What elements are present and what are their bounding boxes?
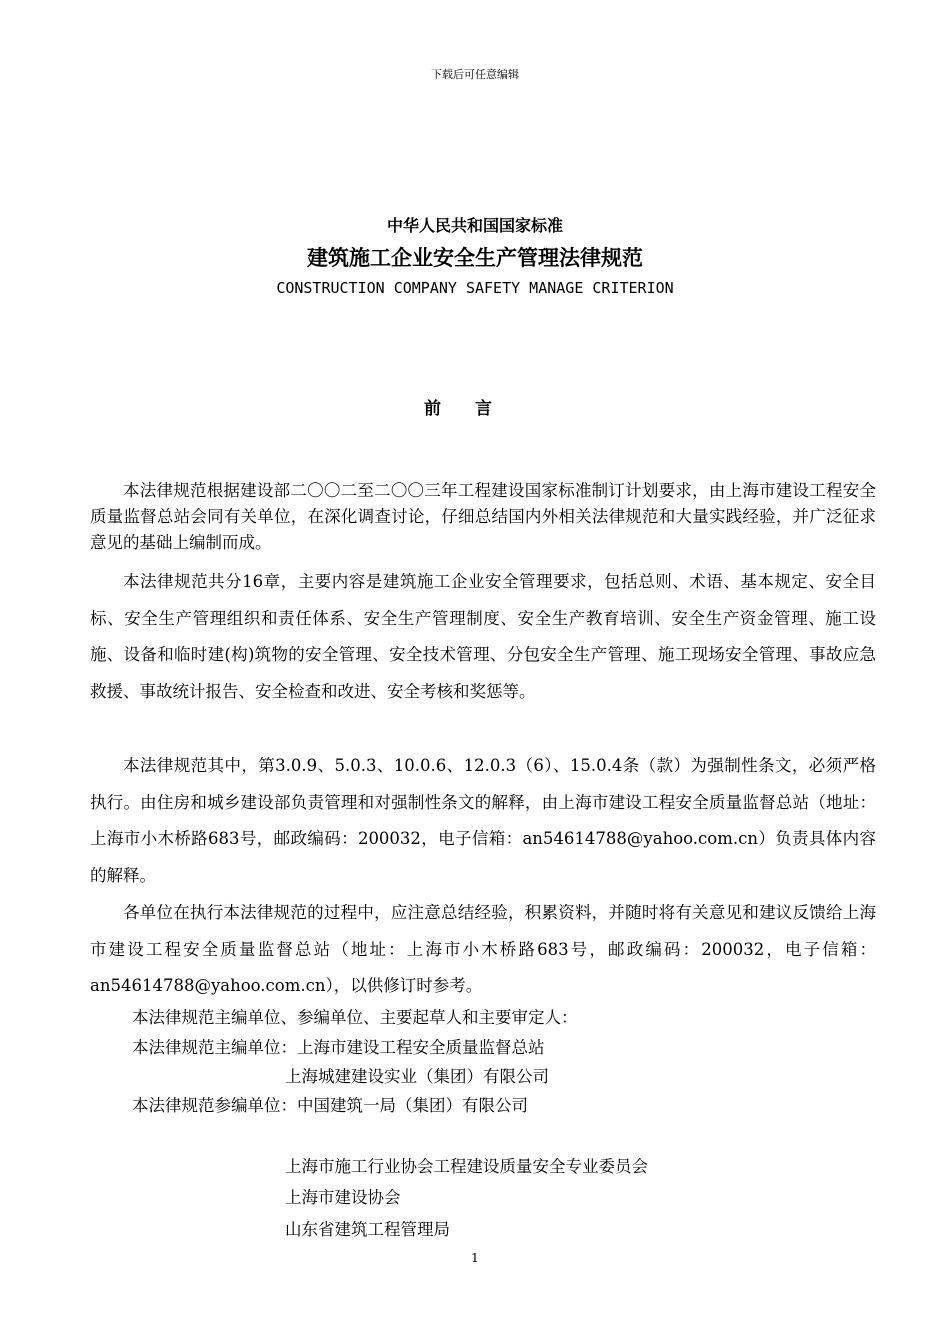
participating-unit-3: 上海市建设协会 (285, 1188, 401, 1207)
english-title: CONSTRUCTION COMPANY SAFETY MANAGE CRITERION (276, 279, 674, 297)
chief-unit-2: 上海城建建设实业（集团）有限公司 (285, 1067, 549, 1086)
units-intro: 本法律规范主编单位、参编单位、主要起草人和主要审定人： (132, 1008, 578, 1027)
page-number: 1 (471, 1251, 479, 1265)
participating-unit-4: 山东省建筑工程管理局 (285, 1220, 450, 1239)
participating-unit-2: 上海市施工行业协会工程建设质量安全专业委员会 (285, 1157, 648, 1176)
paragraph-4: 各单位在执行本法律规范的过程中，应注意总结经验，积累资料，并随时将有关意见和建议反馈给上海市建设工程安全质量监督总站（地址：上海市小木桥路683号，邮政编码：200032，电子信箱：an54614788@yahoo.com.cn），以供修订时参考。 (90, 903, 876, 995)
paragraph-1: 本法律规范根据建设部二〇〇二至二〇〇三年工程建设国家标准制订计划要求，由上海市建设工程安全质量监督总站会同有关单位，在深化调查讨论，仔细总结国内外相关法律规范和大量实践经验，并广泛征求意见的基础上编制而成。 (90, 481, 876, 552)
chief-units-label: 本法律规范主编单位： (132, 1038, 297, 1057)
chief-unit-1: 上海市建设工程安全质量监督总站 (297, 1038, 545, 1057)
paragraph-3: 本法律规范其中，第3.0.9、5.0.3、10.0.6、12.0.3（6）、15.0.4条（款）为强制性条文，必须严格执行。由住房和城乡建设部负责管理和对强制性条文的解释，由上海市建设工程安全质量监督总站（地址：上海市小木桥路683号，邮政编码：200032，电子信箱：an54614788@yahoo.com.cn）负责具体内容的解释。 (90, 756, 876, 885)
document-title: 建筑施工企业安全生产管理法律规范 (307, 246, 643, 270)
participating-unit-1: 中国建筑一局（集团）有限公司 (297, 1096, 528, 1115)
paragraph-2: 本法律规范共分16章，主要内容是建筑施工企业安全管理要求，包括总则、术语、基本规定、安全目标、安全生产管理组织和责任体系、安全生产管理制度、安全生产教育培训、安全生产资金管理、施工设施、设备和临时建(构)筑物的安全管理、安全技术管理、分包安全生产管理、施工现场安全管理、事故应急救援、事故统计报告、安全检查和改进、安全考核和奖惩等。 (90, 572, 876, 701)
header-note: 下载后可任意编辑 (431, 68, 519, 81)
section-title-preface: 前言 (424, 399, 526, 419)
participating-units-label: 本法律规范参编单位： (132, 1096, 297, 1115)
standard-title: 中华人民共和国国家标准 (386, 216, 563, 235)
